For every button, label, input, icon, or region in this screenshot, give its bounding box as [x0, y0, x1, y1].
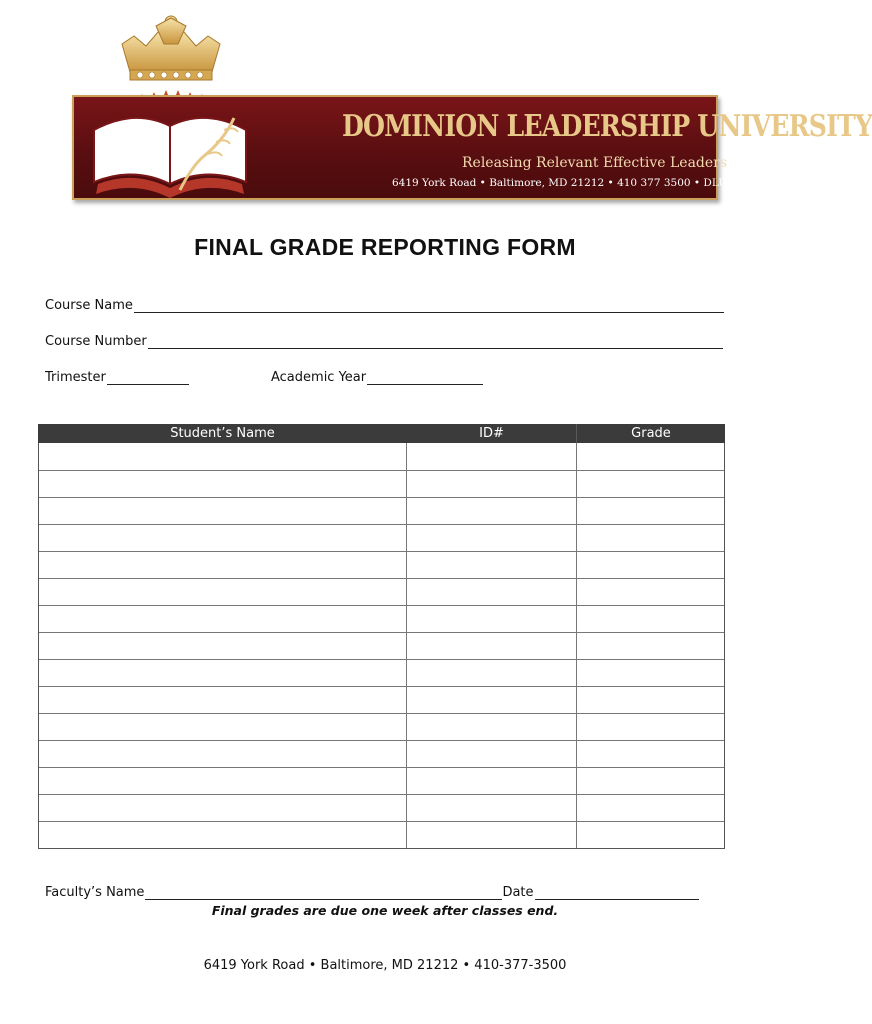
header-id: ID# [407, 424, 577, 443]
grade-cell[interactable] [577, 552, 724, 578]
table-row [39, 470, 724, 497]
table-row [39, 767, 724, 794]
course-name-line[interactable] [134, 299, 724, 313]
student-name-cell[interactable] [39, 552, 407, 578]
id-cell[interactable] [407, 552, 577, 578]
student-name-cell[interactable] [39, 768, 407, 794]
student-name-cell[interactable] [39, 741, 407, 767]
date-label: Date [502, 885, 534, 900]
table-row [39, 794, 724, 821]
faculty-name-field[interactable] [45, 885, 699, 900]
grade-cell[interactable] [577, 768, 724, 794]
course-name-field[interactable] [45, 298, 724, 313]
table-row [39, 740, 724, 767]
id-cell[interactable] [407, 822, 577, 848]
table-row [39, 659, 724, 686]
table-row [39, 713, 724, 740]
table-row [39, 632, 724, 659]
university-name: DOMINION LEADERSHIP UNIVERSITY [342, 109, 872, 144]
trimester-line[interactable] [107, 371, 189, 385]
table-row [39, 497, 724, 524]
footer-address: 6419 York Road • Baltimore, MD 21212 • 410-377-3500 [203, 958, 567, 973]
student-name-cell[interactable] [39, 687, 407, 713]
grade-cell[interactable] [577, 660, 724, 686]
banner-address: 6419 York Road • Baltimore, MD 21212 • 410 377 3500 • DLUToday.org [392, 177, 779, 189]
open-book-logo [84, 100, 256, 210]
faculty-name-label: Faculty’s Name [45, 885, 145, 900]
table-row [39, 578, 724, 605]
student-name-cell[interactable] [39, 822, 407, 848]
grade-cell[interactable] [577, 795, 724, 821]
course-number-line[interactable] [148, 335, 723, 349]
grade-cell[interactable] [577, 822, 724, 848]
table-row [39, 821, 724, 848]
student-name-cell[interactable] [39, 606, 407, 632]
id-cell[interactable] [407, 795, 577, 821]
date-line[interactable] [535, 886, 699, 900]
student-name-cell[interactable] [39, 471, 407, 497]
id-cell[interactable] [407, 443, 577, 470]
deadline-notice: Final grades are due one week after classes end. [211, 903, 559, 918]
id-cell[interactable] [407, 741, 577, 767]
student-name-cell[interactable] [39, 714, 407, 740]
table-row [39, 605, 724, 632]
trimester-field[interactable] [45, 370, 189, 385]
id-cell[interactable] [407, 660, 577, 686]
grade-cell[interactable] [577, 498, 724, 524]
student-name-cell[interactable] [39, 498, 407, 524]
trimester-label: Trimester [45, 370, 106, 385]
form-title: FINAL GRADE REPORTING FORM [194, 234, 576, 260]
id-cell[interactable] [407, 606, 577, 632]
grade-cell[interactable] [577, 633, 724, 659]
grade-cell[interactable] [577, 606, 724, 632]
course-number-label: Course Number [45, 334, 147, 349]
id-cell[interactable] [407, 471, 577, 497]
grades-table [38, 424, 725, 849]
grade-cell[interactable] [577, 741, 724, 767]
student-name-cell[interactable] [39, 660, 407, 686]
grade-cell[interactable] [577, 525, 724, 551]
university-tagline: Releasing Relevant Effective Leaders [462, 155, 728, 171]
student-name-cell[interactable] [39, 579, 407, 605]
student-name-cell[interactable] [39, 443, 407, 470]
header-grade: Grade [631, 426, 671, 441]
student-name-cell[interactable] [39, 795, 407, 821]
table-row [39, 524, 724, 551]
grade-cell[interactable] [577, 579, 724, 605]
grade-cell[interactable] [577, 443, 724, 470]
table-row [39, 686, 724, 713]
grade-cell[interactable] [577, 687, 724, 713]
academic-year-label: Academic Year [271, 370, 367, 385]
id-cell[interactable] [407, 633, 577, 659]
id-cell[interactable] [407, 525, 577, 551]
course-name-label: Course Name [45, 298, 133, 313]
id-cell[interactable] [407, 714, 577, 740]
faculty-name-line[interactable] [145, 886, 502, 900]
grade-cell[interactable] [577, 714, 724, 740]
header-student-name: Student’s Name [170, 426, 275, 441]
academic-year-line[interactable] [367, 371, 483, 385]
id-cell[interactable] [407, 768, 577, 794]
id-cell[interactable] [407, 687, 577, 713]
grade-cell[interactable] [577, 471, 724, 497]
academic-year-field[interactable] [271, 370, 483, 385]
table-row [39, 551, 724, 578]
table-row [39, 443, 724, 470]
id-cell[interactable] [407, 498, 577, 524]
table-body [38, 443, 725, 849]
course-number-field[interactable] [45, 334, 723, 349]
table-header [38, 424, 725, 443]
id-cell[interactable] [407, 579, 577, 605]
student-name-cell[interactable] [39, 633, 407, 659]
student-name-cell[interactable] [39, 525, 407, 551]
